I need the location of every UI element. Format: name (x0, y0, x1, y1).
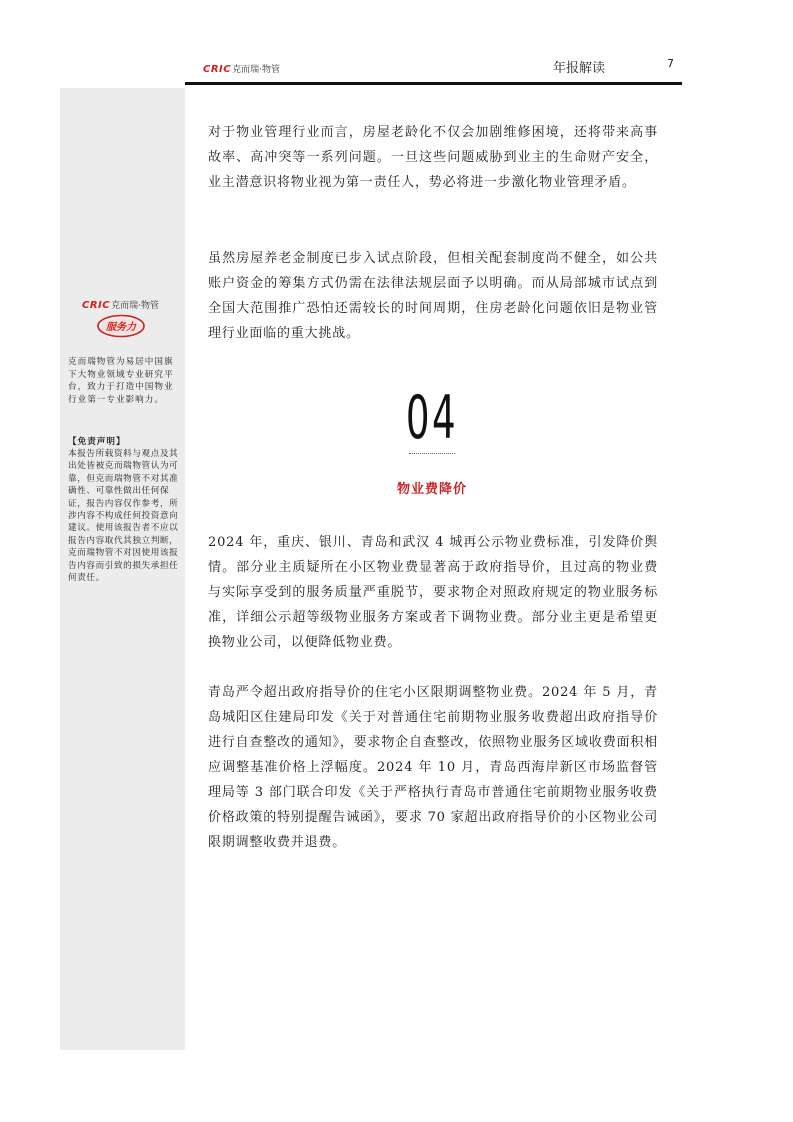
sidebar (60, 88, 185, 1050)
paragraph-1: 对于物业管理行业而言，房屋老龄化不仅会加剧维修困境，还将带来高事故率、高冲突等一系列问题。一旦这些问题威胁到业主的生命财产安全，业主潜意识将物业视为第一责任人，势必将进一步激化物业管理矛盾。 (208, 125, 658, 190)
disclaimer-title: 【免责声明】 (68, 437, 126, 447)
paragraph-4: 青岛严令超出政府指导价的住宅小区限期调整物业费。2024 年 5 月，青岛城阳区住建局印发《关于对普通住宅前期物业服务收费超出政府指导价进行自查整改的通知》，要求物企自查整改，依照物业服务区域收费面积相应调整基准价格上浮幅度。2024 年 10 月，青岛西海岸新区市场监督管理局等 3 部门联合印发《关于严格执行青岛市普通住宅前期物业服务收费价格政策的特别提醒告诫函》，要求 70 家超出政府指导价的小区物业公司限期调整收费并退费。 (208, 685, 658, 850)
badge-text: 服务力 (106, 322, 136, 333)
section-title: 物业费降价 (396, 482, 467, 497)
logo-brand: CRIC (82, 300, 111, 311)
header-divider (185, 82, 682, 85)
logo-text: 克而瑞·物管 (111, 301, 159, 311)
paragraph-3: 2024 年，重庆、银川、青岛和武汉 4 城再公示物业费标准，引发降价舆情。部分业主质疑所在小区物业费显著高于政府指导价，且过高的物业费与实际享受到的服务质量严重脱节，要求物企对照政府规定的物业服务标准，详细公示超等级物业服务方案或者下调物业费。部分业主更是希望更换物业公司，以便降低物业费。 (208, 535, 658, 650)
disclaimer-text: 本报告所载资料与观点及其出处皆被克而瑞物管认为可靠，但克而瑞物管不对其准确性、可靠性做出任何保证，报告内容仅作参考，所涉内容不构成任何投资意向建议。使用该报告者不应以报告内容取代其独立判断，克而瑞物管不对因使用该报告内容而引致的损失承担任何责任。 (68, 449, 179, 584)
sidebar-description: 克而瑞物管为易居中国旗下大物业领域专业研究平台，致力于打造中国物业行业第一专业影响力。 (68, 357, 174, 405)
service-badge-icon (96, 314, 146, 338)
page-number: 7 (667, 57, 674, 70)
page-header (185, 50, 682, 84)
header-title: 年报解读 (553, 61, 606, 76)
paragraph-2: 虽然房屋养老金制度已步入试点阶段，但相关配套制度尚不健全，如公共账户资金的筹集方式仍需在法律法规层面予以明确。而从局部城市试点到全国大范围推广恐怕还需较长的时间周期，住房老龄化问题依旧是物业管理行业面临的重大挑战。 (208, 251, 658, 341)
header-logo (203, 62, 280, 75)
logo-brand: CRIC (203, 64, 232, 75)
section-number: 04 (405, 383, 459, 453)
logo-text: 克而瑞·物管 (232, 65, 280, 75)
sidebar-logo (82, 298, 159, 311)
section-divider (409, 453, 455, 454)
